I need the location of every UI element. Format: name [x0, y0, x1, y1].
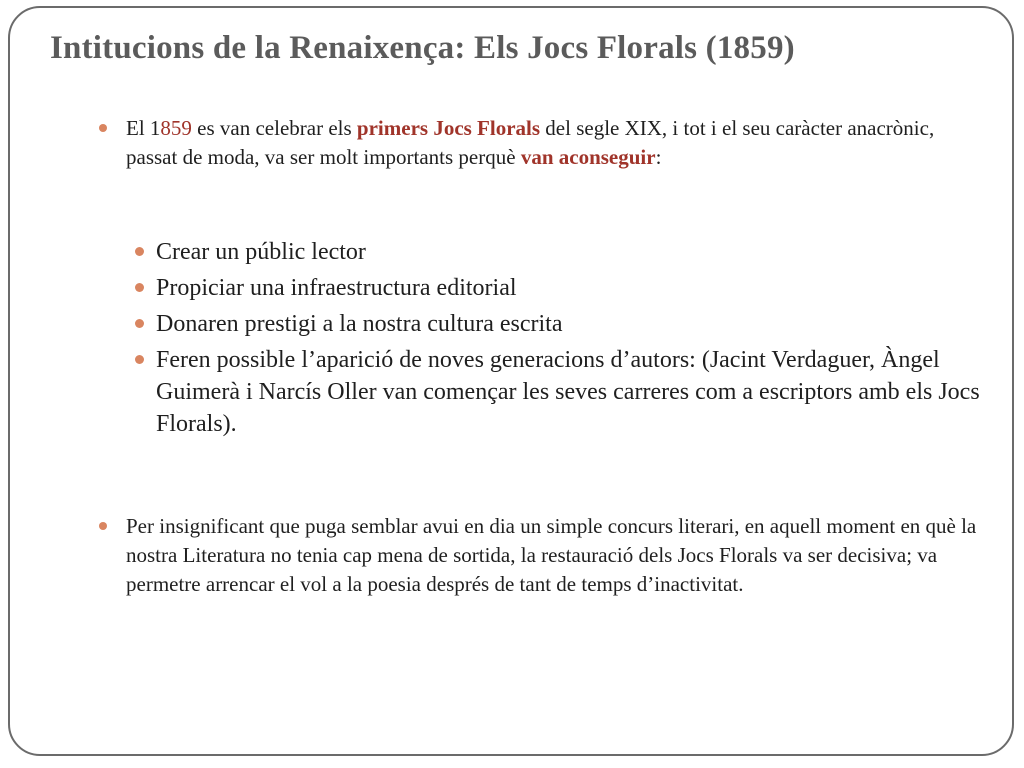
bullet-dot — [99, 124, 107, 132]
para1-highlight-jocs: primers Jocs Florals — [356, 116, 541, 140]
list-item-text: Propiciar una infraestructura editorial — [156, 275, 517, 301]
list-item — [130, 236, 990, 268]
list-item — [130, 344, 990, 440]
list-item — [130, 308, 990, 340]
paragraph-2: Per insignificant que puga semblar avui en dia un simple concurs literari, en aquell moment en què la nostra Literatura no tenia cap mena de sortida, la restauració dels Jocs Florals va ser decisiva; va permetre arrencar el vol a la poesia després de tant de temps d’inactivitat. — [126, 514, 977, 596]
para1-year-highlight: 859 — [160, 116, 192, 140]
para1-text-b: es van celebrar els — [191, 116, 357, 140]
achievements-list — [130, 236, 990, 444]
bullet-dot — [135, 355, 144, 364]
bullet-dot — [135, 247, 144, 256]
slide-title: Intitucions de la Renaixença: Els Jocs Florals (1859) — [50, 30, 795, 66]
list-item-text: Donaren prestigi a la nostra cultura escrita — [156, 311, 563, 337]
paragraph-1 — [126, 114, 986, 172]
bullet-dot — [99, 522, 107, 530]
para1-highlight-aconseguir: van aconseguir — [520, 145, 656, 169]
para1-text-d: : — [655, 145, 662, 169]
list-item — [130, 272, 990, 304]
list-item-text: Crear un públic lector — [156, 239, 366, 265]
bullet-dot — [135, 283, 144, 292]
list-item-text: Feren possible l’aparició de noves generacions d’autors: (Jacint Verdaguer, Àngel Guimerà i Narcís Oller van començar les seves carreres com a escriptors amb els Jocs Florals). — [156, 347, 980, 437]
para1-text-a: El 1 — [126, 116, 161, 140]
para1-text-c: del segle XIX, i tot i el seu caràcter anacrònic, passat de moda, va ser molt importants perquè — [126, 116, 935, 169]
bullet-dot — [135, 319, 144, 328]
